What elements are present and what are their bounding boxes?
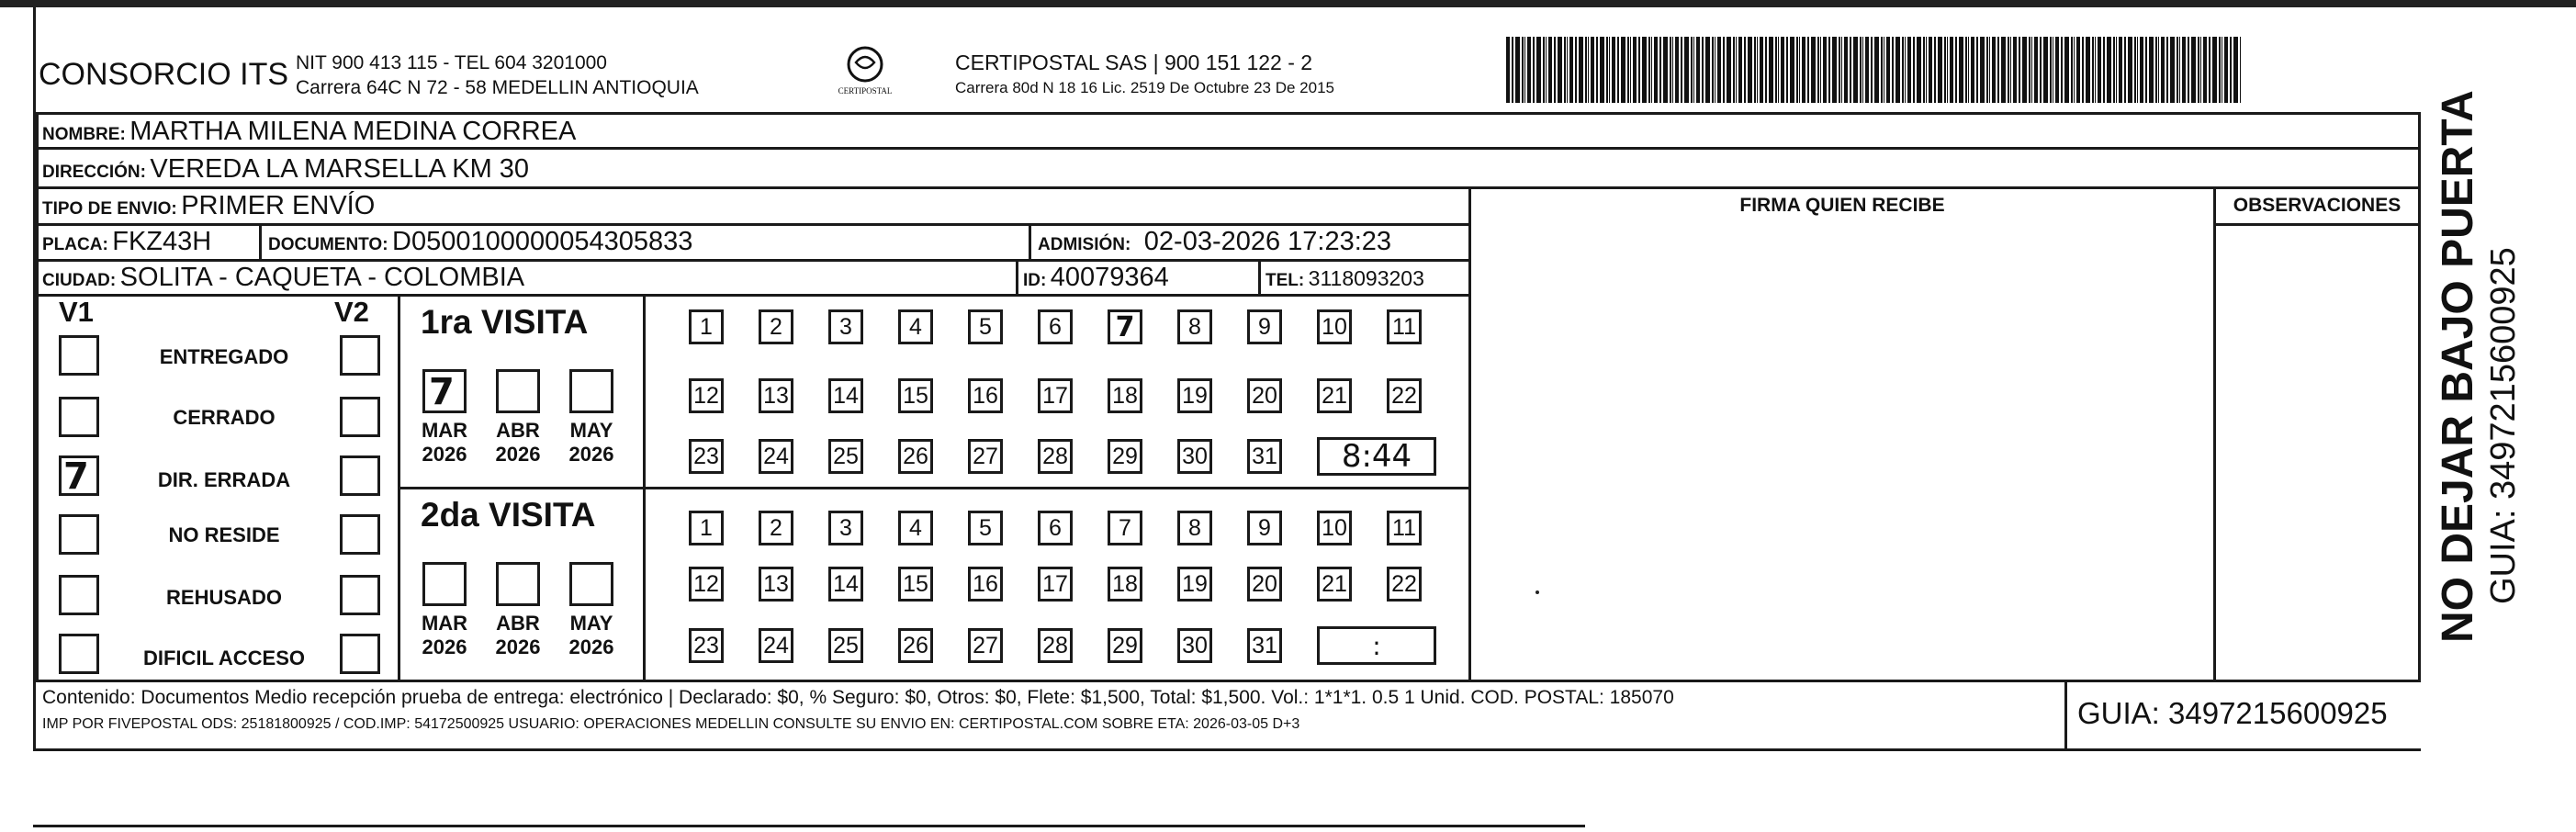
v1-checkbox-cerrado[interactable] bbox=[59, 397, 99, 437]
second-visit-day-7[interactable]: 7 bbox=[1108, 511, 1142, 545]
first-visit-day-28[interactable]: 28 bbox=[1038, 439, 1073, 474]
direccion-label: DIRECCIÓN: bbox=[42, 163, 146, 182]
first-visit-day-20[interactable]: 20 bbox=[1247, 378, 1282, 413]
v2-checkbox-entregado[interactable] bbox=[340, 335, 380, 376]
row5-line bbox=[36, 294, 1468, 297]
documento-value: D0500100000054305833 bbox=[392, 227, 693, 256]
company-address: Carrera 64C N 72 - 58 MEDELLIN ANTIOQUIA bbox=[296, 77, 699, 98]
second-visit-day-18[interactable]: 18 bbox=[1108, 567, 1142, 602]
v2-checkbox-dir-errada[interactable] bbox=[340, 455, 380, 496]
first-visit-day-22[interactable]: 22 bbox=[1387, 378, 1422, 413]
first-visit-month-box-mar[interactable] bbox=[422, 369, 467, 413]
second-visit-day-29[interactable]: 29 bbox=[1108, 628, 1142, 663]
observaciones-header: OBSERVACIONES bbox=[2233, 195, 2402, 216]
ciudad-value: SOLITA - CAQUETA - COLOMBIA bbox=[119, 263, 525, 292]
first-visit-day-23[interactable]: 23 bbox=[689, 439, 724, 474]
second-visit-day-13[interactable]: 13 bbox=[759, 567, 793, 602]
first-visit-day-12[interactable]: 12 bbox=[689, 378, 724, 413]
first-visit-day-16[interactable]: 16 bbox=[968, 378, 1003, 413]
tel-value: 3118093203 bbox=[1308, 266, 1424, 290]
second-visit-day-20[interactable]: 20 bbox=[1247, 567, 1282, 602]
first-visit-day-14[interactable]: 14 bbox=[828, 378, 863, 413]
second-visit-year-label: 2026 bbox=[495, 635, 541, 658]
status-label-dificil-acceso: DIFICIL ACCESO bbox=[142, 646, 305, 669]
month-days-divider bbox=[643, 294, 646, 680]
first-visit-day-24[interactable]: 24 bbox=[759, 439, 793, 474]
first-visit-day-13[interactable]: 13 bbox=[759, 378, 793, 413]
v1-checkbox-no-reside[interactable] bbox=[59, 514, 99, 555]
row4-line bbox=[36, 259, 1468, 262]
status-label-no-reside: NO RESIDE bbox=[168, 523, 280, 546]
first-visit-day-18[interactable]: 18 bbox=[1108, 378, 1142, 413]
second-visit-month-box-mar[interactable] bbox=[422, 562, 467, 606]
second-visit-day-28[interactable]: 28 bbox=[1038, 628, 1073, 663]
v1-checkbox-dir-errada[interactable] bbox=[59, 455, 99, 496]
documento-label: DOCUMENTO: bbox=[268, 235, 388, 254]
first-visit-day-17[interactable]: 17 bbox=[1038, 378, 1073, 413]
first-visit-month-label: MAR bbox=[421, 419, 468, 442]
first-visit-month-box-may[interactable] bbox=[569, 369, 613, 413]
first-visit-year-label: 2026 bbox=[422, 443, 467, 466]
second-visit-day-2[interactable]: 2 bbox=[759, 511, 793, 545]
id-label: ID: bbox=[1023, 271, 1047, 290]
company-nit: NIT 900 413 115 - TEL 604 3201000 bbox=[296, 52, 607, 73]
second-visit-title: 2da VISITA bbox=[421, 496, 596, 534]
second-visit-day-15[interactable]: 15 bbox=[898, 567, 933, 602]
v2-checkbox-no-reside[interactable] bbox=[340, 514, 380, 555]
second-visit-month-label: ABR bbox=[496, 612, 540, 635]
signature-dot bbox=[1535, 590, 1539, 594]
second-visit-day-10[interactable]: 10 bbox=[1317, 511, 1352, 545]
id-value: 40079364 bbox=[1050, 263, 1169, 292]
first-visit-day-10[interactable]: 10 bbox=[1317, 309, 1352, 344]
row2-line bbox=[36, 186, 2421, 189]
ciudad-divider bbox=[1016, 259, 1018, 294]
footer-top bbox=[36, 680, 2421, 682]
second-visit-day-23[interactable]: 23 bbox=[689, 628, 724, 663]
v1-checkbox-rehusado[interactable] bbox=[59, 575, 99, 615]
v2-header: V2 bbox=[334, 296, 369, 328]
first-visit-day-3[interactable]: 3 bbox=[828, 309, 863, 344]
ciudad-label: CIUDAD: bbox=[42, 271, 117, 290]
visit-divider-h bbox=[398, 487, 1468, 489]
v2-checkbox-dificil-acceso[interactable] bbox=[340, 634, 380, 674]
first-visit-time-box[interactable]: 8:44 bbox=[1317, 437, 1436, 476]
second-visit-day-21[interactable]: 21 bbox=[1317, 567, 1352, 602]
first-visit-day-4[interactable]: 4 bbox=[898, 309, 933, 344]
first-visit-day-27[interactable]: 27 bbox=[968, 439, 1003, 474]
top-border bbox=[0, 0, 2576, 7]
tipo-envio-label: TIPO DE ENVIO: bbox=[42, 199, 177, 219]
second-visit-day-30[interactable]: 30 bbox=[1177, 628, 1212, 663]
certipostal-logo bbox=[838, 40, 893, 105]
placa-label: PLACA: bbox=[42, 235, 108, 254]
second-visit-time-box[interactable]: : bbox=[1317, 626, 1436, 665]
second-visit-month-label: MAY bbox=[569, 612, 613, 635]
status-label-entregado: ENTREGADO bbox=[159, 345, 289, 368]
first-visit-day-29[interactable]: 29 bbox=[1108, 439, 1142, 474]
second-visit-day-1[interactable]: 1 bbox=[689, 511, 724, 545]
second-visit-day-22[interactable]: 22 bbox=[1387, 567, 1422, 602]
observations-area[interactable] bbox=[2216, 226, 2418, 680]
second-visit-day-4[interactable]: 4 bbox=[898, 511, 933, 545]
footer-guia-divider bbox=[2064, 680, 2067, 748]
second-visit-day-17[interactable]: 17 bbox=[1038, 567, 1073, 602]
first-visit-day-25[interactable]: 25 bbox=[828, 439, 863, 474]
firma-header: FIRMA QUIEN RECIBE bbox=[1739, 195, 1945, 216]
second-visit-month-box-abr[interactable] bbox=[496, 562, 540, 606]
second-visit-day-6[interactable]: 6 bbox=[1038, 511, 1073, 545]
first-visit-month-label: MAY bbox=[569, 419, 613, 442]
row1-line bbox=[36, 147, 2421, 150]
footer-line1: Contenido: Documentos Medio recepción prueba de entrega: electrónico | Declarado: $0, % Seguro: $0, Otros: $0, Flete: $1,500, Total: $1,500. Vol.: 1*1*1. 0.5 1 Unid. COD. POSTAL: 185070 bbox=[42, 687, 1674, 708]
id-divider bbox=[1258, 259, 1261, 294]
checkmark-icon: 7 bbox=[429, 371, 455, 413]
first-visit-month-label: ABR bbox=[496, 419, 540, 442]
status-label-dir-errada: DIR. ERRADA bbox=[157, 468, 291, 491]
status-label-cerrado: CERRADO bbox=[173, 406, 276, 429]
documento-divider bbox=[1029, 223, 1031, 259]
checkmark-icon: 7 bbox=[63, 455, 89, 498]
status-label-rehusado: REHUSADO bbox=[166, 586, 282, 609]
second-visit-day-27[interactable]: 27 bbox=[968, 628, 1003, 663]
first-visit-day-1[interactable]: 1 bbox=[689, 309, 724, 344]
admision-value: 02-03-2026 17:23:23 bbox=[1143, 227, 1392, 256]
second-visit-day-5[interactable]: 5 bbox=[968, 511, 1003, 545]
checkmark-icon: 7 bbox=[1115, 310, 1135, 343]
outer-bottom bbox=[33, 748, 2421, 751]
second-visit-day-25[interactable]: 25 bbox=[828, 628, 863, 663]
second-visit-year-label: 2026 bbox=[568, 635, 614, 658]
form-right bbox=[2418, 112, 2421, 680]
first-visit-month-box-abr[interactable] bbox=[496, 369, 540, 413]
first-visit-day-15[interactable]: 15 bbox=[898, 378, 933, 413]
direccion-value: VEREDA LA MARSELLA KM 30 bbox=[150, 154, 530, 184]
first-visit-day-8[interactable]: 8 bbox=[1177, 309, 1212, 344]
first-visit-title: 1ra VISITA bbox=[421, 303, 589, 341]
second-visit-day-3[interactable]: 3 bbox=[828, 511, 863, 545]
first-visit-day-5[interactable]: 5 bbox=[968, 309, 1003, 344]
logo-text: CERTIPOSTAL bbox=[838, 86, 893, 96]
second-visit-day-12[interactable]: 12 bbox=[689, 567, 724, 602]
form-top bbox=[33, 112, 2421, 115]
form-left bbox=[36, 112, 39, 680]
second-visit-day-19[interactable]: 19 bbox=[1177, 567, 1212, 602]
second-visit-day-14[interactable]: 14 bbox=[828, 567, 863, 602]
tipo-envio-value: PRIMER ENVÍO bbox=[181, 191, 376, 220]
bottom-separator bbox=[33, 825, 1585, 827]
first-visit-day-6[interactable]: 6 bbox=[1038, 309, 1073, 344]
barcode bbox=[1506, 37, 2241, 103]
first-visit-day-11[interactable]: 11 bbox=[1387, 309, 1422, 344]
v2-checkbox-cerrado[interactable] bbox=[340, 397, 380, 437]
footer-guia: GUIA: 3497215600925 bbox=[2077, 696, 2388, 730]
footer-line2: IMP POR FIVEPOSTAL ODS: 25181800925 / COD.IMP: 54172500925 USUARIO: OPERACIONES MEDELLIN CONSULTE SU ENVIO EN: CERTIPOSTAL.COM SOBRE ETA: 2026-03-05 D+3 bbox=[42, 716, 1300, 732]
carrier-address: Carrera 80d N 18 16 Lic. 2519 De Octubre 23 De 2015 bbox=[955, 79, 1334, 96]
first-visit-day-19[interactable]: 19 bbox=[1177, 378, 1212, 413]
second-visit-day-9[interactable]: 9 bbox=[1247, 511, 1282, 545]
v1-checkbox-entregado[interactable] bbox=[59, 335, 99, 376]
second-visit-month-label: MAR bbox=[421, 612, 468, 635]
side-warning: NO DEJAR BAJO PUERTA bbox=[2434, 90, 2482, 643]
second-visit-day-31[interactable]: 31 bbox=[1247, 628, 1282, 663]
placa-value: FKZ43H bbox=[112, 227, 212, 256]
placa-divider bbox=[259, 223, 262, 259]
nombre-label: NOMBRE: bbox=[42, 125, 126, 144]
first-visit-day-31[interactable]: 31 bbox=[1247, 439, 1282, 474]
admision-label: ADMISIÓN: bbox=[1038, 235, 1131, 254]
second-visit-year-label: 2026 bbox=[422, 635, 467, 658]
v1-header: V1 bbox=[59, 296, 94, 328]
first-visit-year-label: 2026 bbox=[568, 443, 614, 466]
first-visit-day-26[interactable]: 26 bbox=[898, 439, 933, 474]
second-visit-day-26[interactable]: 26 bbox=[898, 628, 933, 663]
second-visit-month-box-may[interactable] bbox=[569, 562, 613, 606]
first-visit-day-21[interactable]: 21 bbox=[1317, 378, 1352, 413]
first-visit-day-9[interactable]: 9 bbox=[1247, 309, 1282, 344]
signature-area[interactable] bbox=[1471, 226, 2213, 680]
nombre-value: MARTHA MILENA MEDINA CORREA bbox=[129, 117, 577, 146]
first-visit-day-7[interactable] bbox=[1108, 309, 1142, 344]
second-visit-day-16[interactable]: 16 bbox=[968, 567, 1003, 602]
tel-label: TEL: bbox=[1266, 271, 1305, 290]
company-name: CONSORCIO ITS bbox=[39, 57, 289, 92]
second-visit-day-11[interactable]: 11 bbox=[1387, 511, 1422, 545]
row3-line bbox=[36, 223, 1468, 226]
side-guia: GUIA: 3497215600925 bbox=[2484, 247, 2523, 604]
first-visit-day-30[interactable]: 30 bbox=[1177, 439, 1212, 474]
second-visit-day-24[interactable]: 24 bbox=[759, 628, 793, 663]
first-visit-year-label: 2026 bbox=[495, 443, 541, 466]
side-text-block bbox=[2434, 90, 2562, 643]
v1-checkbox-dificil-acceso[interactable] bbox=[59, 634, 99, 674]
v2-checkbox-rehusado[interactable] bbox=[340, 575, 380, 615]
first-visit-day-2[interactable]: 2 bbox=[759, 309, 793, 344]
carrier-name: CERTIPOSTAL SAS | 900 151 122 - 2 bbox=[955, 51, 1313, 74]
second-visit-day-8[interactable]: 8 bbox=[1177, 511, 1212, 545]
